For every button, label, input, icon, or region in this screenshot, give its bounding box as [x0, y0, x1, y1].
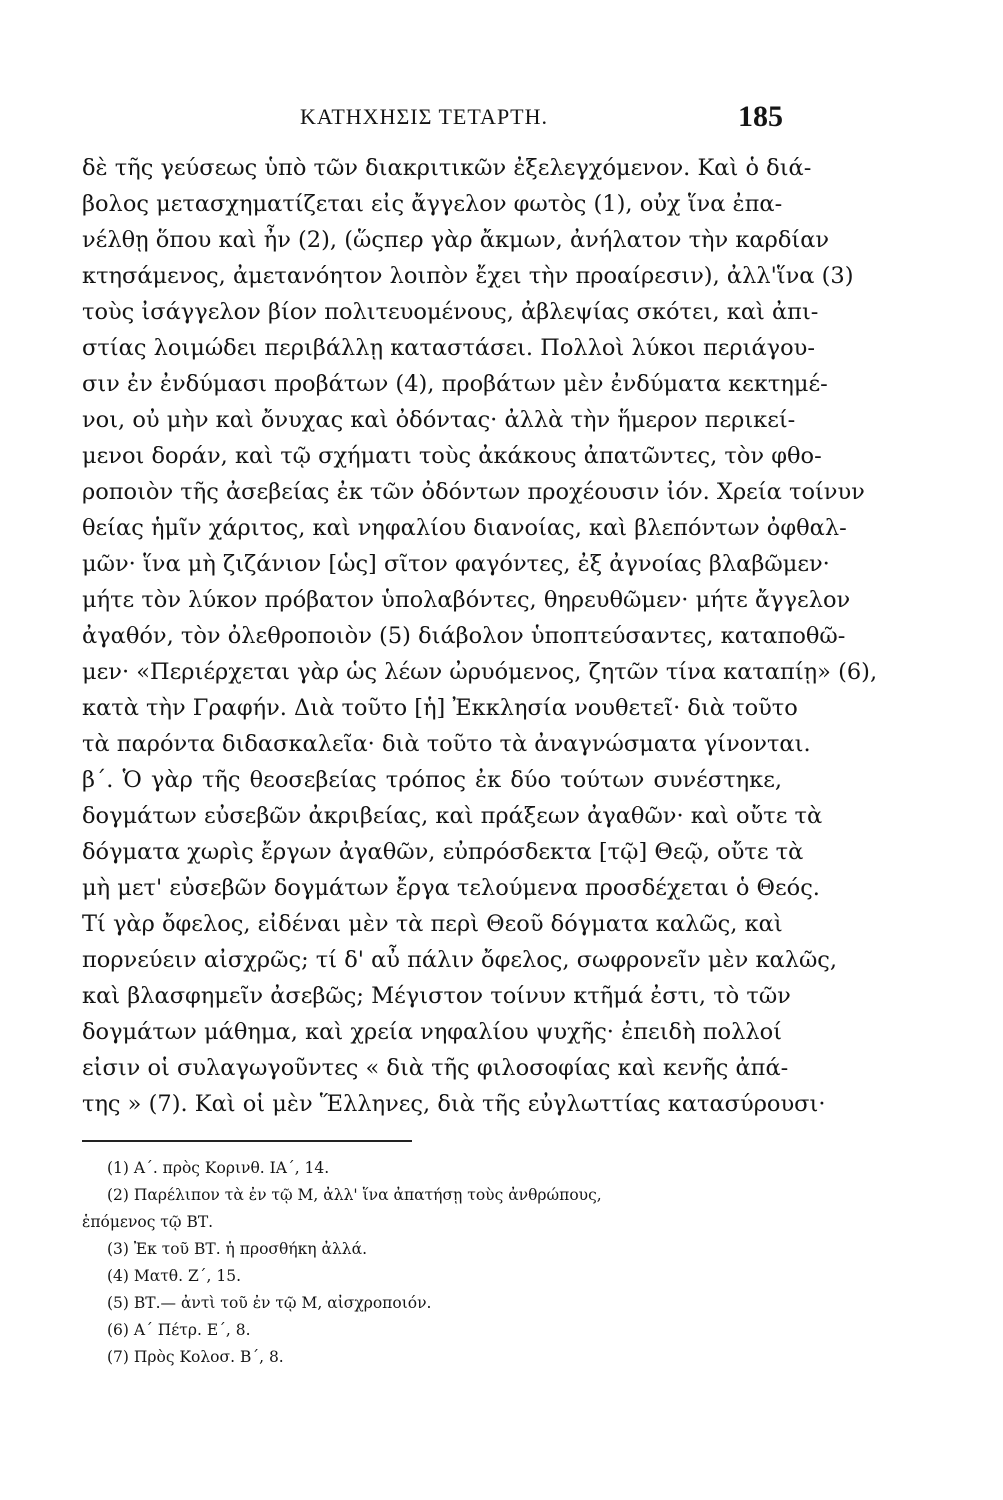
main-text [82, 150, 878, 1122]
page-header [0, 100, 1003, 140]
text-line: σιν ἐν ἐνδύμασι προβάτων (4), προβάτων μὲν ἐνδύματα κεκτημέ- [82, 371, 828, 397]
text-line: κατὰ τὴν Γραφήν. Διὰ τοῦτο [ἡ] Ἐκκλησία νουθετεῖ· διὰ τοῦτο [82, 695, 798, 721]
text-line: νέλθῃ ὅπου καὶ ἦν (2), (ὥςπερ γὰρ ἄκμων, ἀνήλατον τὴν καρδίαν [82, 227, 830, 253]
text-line: δογμάτων μάθημα, καὶ χρεία νηφαλίου ψυχῆς· ἐπειδὴ πολλοί [82, 1019, 782, 1045]
footnote: (5) ΒΤ.— ἀντὶ τοῦ ἐν τῷ Μ, αἰσχροποιόν. [107, 1294, 432, 1312]
text-line: στίας λοιμώδει περιβάλλῃ καταστάσει. Πολλοὶ λύκοι περιάγου- [82, 335, 815, 361]
text-line: ἀγαθόν, τὸν ὀλεθροποιὸν (5) διάβολον ὑποπτεύσαντες, καταποθῶ- [82, 623, 846, 649]
text-line: τοὺς ἰσάγγελον βίον πολιτευομένους, ἀβλεψίας σκότει, καὶ ἀπι- [82, 299, 819, 325]
text-line: κτησάμενος, ἀμετανόητον λοιπὸν ἔχει τὴν προαίρεσιν), ἀλλ'ἵνα (3) [82, 263, 854, 289]
page-number: 185 [738, 100, 783, 133]
text-line: βολος μετασχηματίζεται εἰς ἄγγελον φωτὸς (1), οὐχ ἵνα ἐπα- [82, 191, 783, 217]
running-title: ΚΑΤΗΧΗΣΙΣ ΤΕΤΑΡΤΗ. [300, 104, 549, 129]
text-line: νοι, οὐ μὴν καὶ ὄνυχας καὶ ὀδόντας· ἀλλὰ τὴν ἥμερον περικεί- [82, 407, 796, 433]
text-line: μενοι δοράν, καὶ τῷ σχήματι τοὺς ἀκάκους ἀπατῶντες, τὸν φθο- [82, 443, 822, 469]
text-line: ροποιὸν τῆς ἀσεβείας ἐκ τῶν ὀδόντων προχέουσιν ἰόν. Χρεία τοίνυν [82, 479, 865, 505]
text-line: καὶ βλασφημεῖν ἀσεβῶς; Μέγιστον τοίνυν κτῆμά ἐστι, τὸ τῶν [82, 983, 791, 1009]
footnote-rule [82, 1140, 412, 1142]
footnotes [82, 1155, 782, 1371]
text-line: Τί γὰρ ὄφελος, εἰδέναι μὲν τὰ περὶ Θεοῦ δόγματα καλῶς, καὶ [82, 911, 783, 937]
text-line: μεν· «Περιέρχεται γὰρ ὡς λέων ὠρυόμενος, ζητῶν τίνα καταπίῃ» (6), [82, 659, 878, 685]
footnote: (4) Ματθ. Ζ΄, 15. [107, 1267, 242, 1285]
footnote: (3) Ἐκ τοῦ ΒΤ. ἡ προσθήκη ἀλλά. [107, 1240, 368, 1258]
text-line: τὰ παρόντα διδασκαλεῖα· διὰ τοῦτο τὰ ἀναγνώσματα γίνονται. [82, 731, 811, 757]
text-line: β΄. Ὁ γὰρ τῆς θεοσεβείας τρόπος ἐκ δύο τούτων συνέστηκε, [82, 767, 782, 793]
text-line: πορνεύειν αἰσχρῶς; τί δ' αὖ πάλιν ὄφελος, σωφρονεῖν μὲν καλῶς, [82, 947, 838, 973]
text-line: εἰσιν οἱ συλαγωγοῦντες « διὰ τῆς φιλοσοφίας καὶ κενῆς ἀπά- [82, 1055, 789, 1081]
footnote: (2) Παρέλιπον τὰ ἐν τῷ Μ, ἀλλ' ἵνα ἀπατήσῃ τοὺς ἀνθρώπους, [107, 1186, 602, 1204]
footnote-continuation: ἑπόμενος τῷ ΒΤ. [82, 1213, 214, 1231]
footnote: (7) Πρὸς Κολοσ. Β΄, 8. [107, 1348, 284, 1366]
footnote: (6) Α΄ Πέτρ. Ε΄, 8. [107, 1321, 251, 1339]
footnote: (1) Α΄. πρὸς Κορινθ. ΙΑ΄, 14. [107, 1159, 330, 1177]
text-line: της » (7). Καὶ οἱ μὲν Ἕλληνες, διὰ τῆς εὐγλωττίας κατασύρουσι· [82, 1091, 826, 1117]
text-line: δογμάτων εὐσεβῶν ἀκριβείας, καὶ πράξεων ἀγαθῶν· καὶ οὔτε τὰ [82, 803, 823, 829]
text-line: μῶν· ἵνα μὴ ζιζάνιον [ὡς] σῖτον φαγόντες, ἐξ ἀγνοίας βλαβῶμεν· [82, 551, 830, 577]
text-line: δόγματα χωρὶς ἔργων ἀγαθῶν, εὐπρόσδεκτα [τῷ] Θεῷ, οὔτε τὰ [82, 839, 804, 865]
text-line: θείας ἡμῖν χάριτος, καὶ νηφαλίου διανοίας, καὶ βλεπόντων ὀφθαλ- [82, 515, 847, 541]
text-line: μήτε τὸν λύκον πρόβατον ὑπολαβόντες, θηρευθῶμεν· μήτε ἄγγελον [82, 587, 851, 613]
text-line: δὲ τῆς γεύσεως ὑπὸ τῶν διακριτικῶν ἐξελεγχόμενον. Καὶ ὁ διά- [82, 155, 812, 181]
text-line: μὴ μετ' εὐσεβῶν δογμάτων ἔργα τελούμενα προσδέχεται ὁ Θεός. [82, 875, 820, 901]
